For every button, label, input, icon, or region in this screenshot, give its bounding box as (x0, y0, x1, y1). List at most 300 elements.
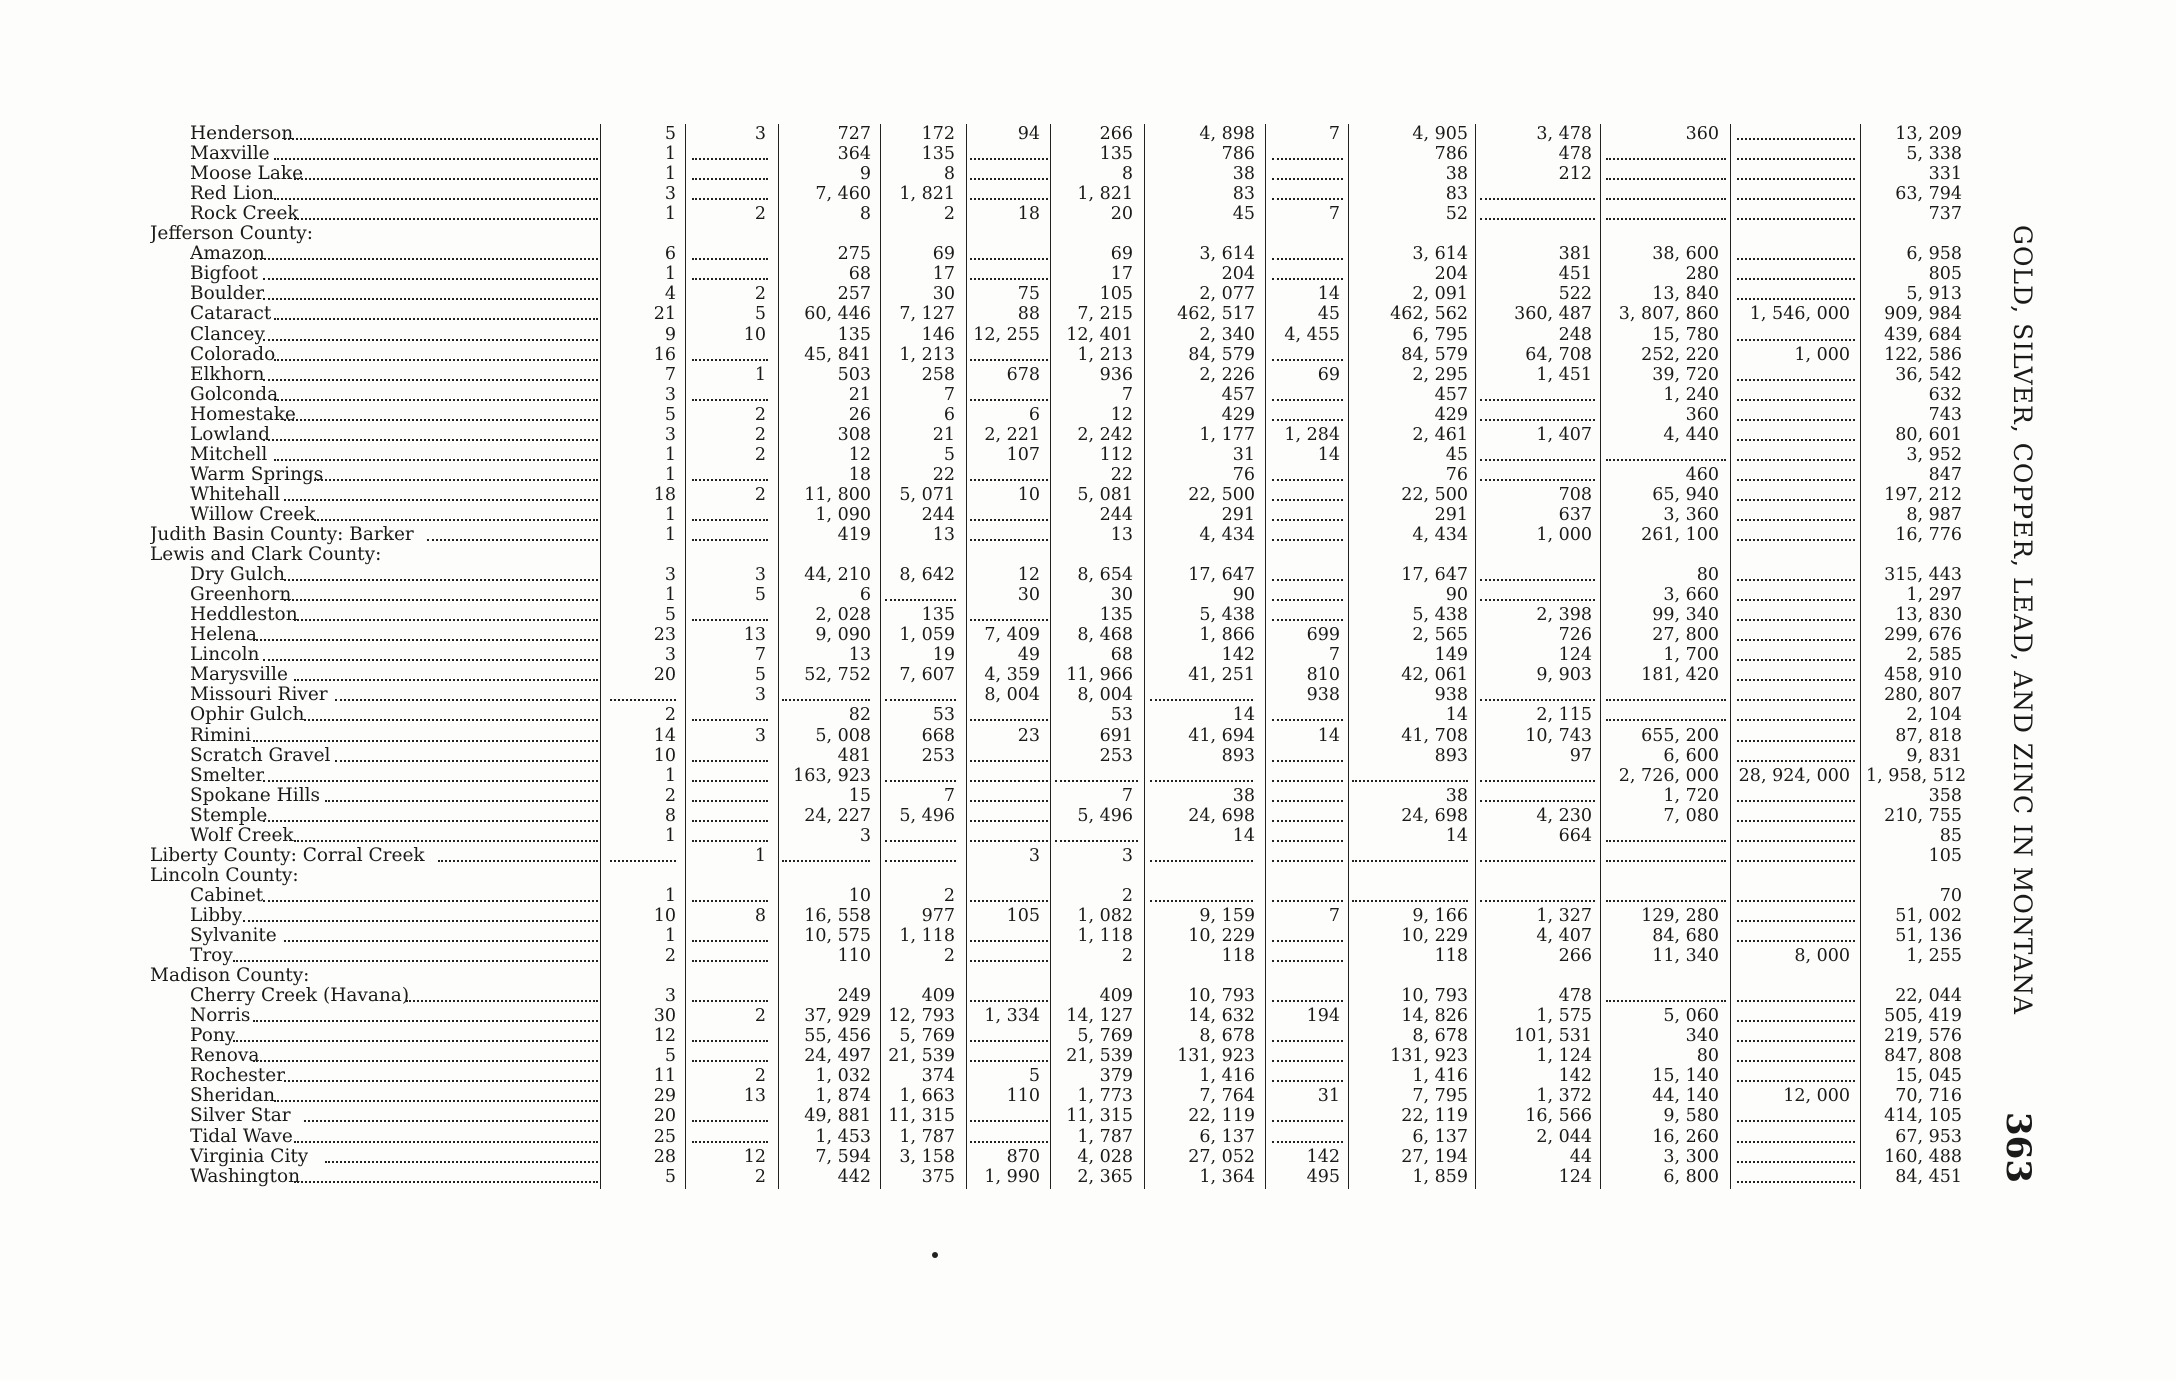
table-cell: 743 (1928, 404, 1962, 425)
table-cell: 10, 743 (1525, 725, 1592, 746)
table-cell: 10, 229 (1188, 926, 1255, 946)
leader-dots (263, 339, 598, 341)
empty-cell-dashes (1737, 1040, 1855, 1042)
table-cell: 1, 118 (899, 926, 955, 946)
table-cell: 364 (837, 144, 871, 165)
table-row (0, 585, 2176, 605)
table-cell: 252, 220 (1641, 344, 1719, 365)
table-cell: 83 (1232, 184, 1255, 205)
table-cell: 1, 990 (984, 1166, 1040, 1187)
table-cell: 1, 407 (1536, 424, 1592, 445)
empty-cell-dashes (692, 1120, 768, 1122)
table-cell: 505, 419 (1884, 1006, 1962, 1027)
table-cell: 1 (754, 845, 766, 866)
table-cell: 172 (921, 124, 955, 144)
table-cell: 2, 115 (1536, 705, 1592, 726)
district-name: Liberty County: Corral Creek (150, 845, 425, 866)
table-row (0, 425, 2176, 445)
table-cell: 135 (837, 324, 871, 345)
empty-cell-dashes (1737, 278, 1855, 280)
table-cell: 2 (754, 1006, 766, 1027)
table-cell: 1, 124 (1536, 1046, 1592, 1067)
table-row (0, 164, 2176, 184)
district-name: Colorado (190, 344, 276, 365)
empty-cell-dashes (1737, 419, 1855, 421)
leader-dots (314, 479, 598, 481)
table-cell: 69 (1110, 244, 1133, 265)
leader-dots (427, 539, 598, 541)
table-row (0, 846, 2176, 866)
table-cell: 13 (743, 625, 766, 646)
county-name: Lewis and Clark County: (150, 545, 382, 566)
table-cell: 8 (859, 204, 871, 225)
table-cell: 1, 118 (1077, 926, 1133, 946)
table-cell: 291 (1434, 504, 1468, 525)
leader-dots (284, 499, 598, 501)
table-cell: 20 (653, 1106, 676, 1127)
table-cell: 253 (921, 745, 955, 766)
empty-cell-dashes (970, 840, 1048, 842)
district-name: Spokane Hills (190, 785, 321, 806)
district-name: Cabinet (190, 885, 264, 906)
empty-cell-dashes (1150, 780, 1253, 782)
table-cell: 266 (1558, 946, 1592, 967)
empty-cell-dashes (1737, 519, 1855, 521)
table-cell: 21 (932, 424, 955, 445)
table-cell: 11, 315 (888, 1106, 955, 1127)
table-cell: 14 (1232, 825, 1255, 846)
table-cell: 7 (754, 645, 766, 666)
empty-cell-dashes (1737, 1080, 1855, 1082)
table-cell: 21, 539 (1066, 1046, 1133, 1067)
table-cell: 249 (837, 986, 871, 1007)
table-cell: 6, 600 (1663, 745, 1719, 766)
table-cell: 457 (1221, 384, 1255, 405)
table-cell: 2 (754, 484, 766, 505)
table-cell: 12 (653, 1026, 676, 1047)
table-cell: 2, 365 (1077, 1166, 1133, 1187)
table-row (0, 525, 2176, 545)
district-name: Tidal Wave (190, 1126, 293, 1147)
table-cell: 936 (1099, 364, 1133, 385)
table-cell: 381 (1558, 244, 1592, 265)
table-cell: 13, 209 (1895, 124, 1962, 144)
table-cell: 5 (1028, 1066, 1040, 1087)
table-cell: 5 (664, 1166, 676, 1187)
empty-cell-dashes (970, 1040, 1048, 1042)
empty-cell-dashes (970, 780, 1048, 782)
table-cell: 204 (1221, 264, 1255, 285)
district-name: Sheridan (190, 1086, 276, 1107)
table-cell: 51, 136 (1895, 926, 1962, 946)
district-name: Renova (190, 1046, 260, 1067)
district-name: Libby (190, 905, 243, 926)
empty-cell-dashes (1272, 760, 1343, 762)
empty-cell-dashes (692, 1141, 768, 1143)
table-cell: 6 (943, 404, 955, 425)
table-cell: 15, 045 (1895, 1066, 1962, 1087)
empty-cell-dashes (692, 840, 768, 842)
table-cell: 10 (653, 905, 676, 926)
table-cell: 4, 434 (1412, 525, 1468, 545)
table-cell: 429 (1221, 404, 1255, 425)
table-cell: 291 (1221, 504, 1255, 525)
table-cell: 4, 455 (1284, 324, 1340, 345)
empty-cell-dashes (970, 940, 1048, 942)
table-cell: 3 (754, 124, 766, 144)
table-cell: 68 (1110, 645, 1133, 666)
empty-cell-dashes (1272, 800, 1343, 802)
table-cell: 8, 004 (1077, 685, 1133, 706)
table-cell: 80 (1696, 565, 1719, 586)
table-row (0, 685, 2176, 705)
table-row (0, 1127, 2176, 1147)
empty-cell-dashes (970, 479, 1048, 481)
empty-cell-dashes (1480, 860, 1595, 862)
table-cell: 30 (1110, 585, 1133, 606)
leader-dots (263, 439, 598, 441)
table-cell: 76 (1232, 464, 1255, 485)
table-cell: 315, 443 (1884, 565, 1962, 586)
empty-cell-dashes (1737, 920, 1855, 922)
table-cell: 3, 807, 860 (1618, 304, 1719, 325)
table-cell: 1, 821 (1077, 184, 1133, 205)
table-cell: 375 (921, 1166, 955, 1187)
table-cell: 737 (1928, 204, 1962, 225)
empty-cell-dashes (692, 1060, 768, 1062)
table-cell: 8, 987 (1906, 504, 1962, 525)
empty-cell-dashes (1737, 1181, 1855, 1183)
table-cell: 8, 678 (1199, 1026, 1255, 1047)
table-cell: 1 (664, 926, 676, 946)
table-cell: 12, 255 (973, 324, 1040, 345)
table-cell: 28, 924, 000 (1738, 765, 1850, 786)
empty-cell-dashes (970, 900, 1048, 902)
table-cell: 1, 032 (815, 1066, 871, 1087)
table-cell: 1 (664, 464, 676, 485)
table-cell: 12, 793 (888, 1006, 955, 1027)
table-cell: 63, 794 (1895, 184, 1962, 205)
empty-cell-dashes (1480, 459, 1595, 461)
empty-cell-dashes (1150, 900, 1253, 902)
table-cell: 5, 081 (1077, 484, 1133, 505)
table-cell: 870 (1006, 1146, 1040, 1167)
table-row (0, 405, 2176, 425)
table-cell: 2 (754, 1166, 766, 1187)
column-rule (1730, 124, 1731, 1189)
empty-cell-dashes (1737, 158, 1855, 160)
table-cell: 938 (1434, 685, 1468, 706)
table-cell: 17, 647 (1401, 565, 1468, 586)
empty-cell-dashes (1480, 699, 1595, 701)
table-row (0, 806, 2176, 826)
district-name: Henderson (190, 124, 294, 144)
empty-cell-dashes (1606, 699, 1726, 701)
empty-cell-dashes (1272, 158, 1343, 160)
table-row (0, 345, 2176, 365)
table-cell: 163, 923 (793, 765, 871, 786)
table-cell: 7 (1328, 905, 1340, 926)
empty-cell-dashes (1606, 459, 1726, 461)
empty-cell-dashes (692, 800, 768, 802)
county-name: Lincoln County: (150, 865, 299, 886)
table-row (0, 124, 2176, 144)
table-cell: 9 (859, 164, 871, 185)
table-cell: 632 (1928, 384, 1962, 405)
table-cell: 1 (664, 444, 676, 465)
empty-cell-dashes (1606, 840, 1726, 842)
empty-cell-dashes (1480, 479, 1595, 481)
table-cell: 3 (664, 986, 676, 1007)
empty-cell-dashes (692, 198, 768, 200)
leader-dots (263, 780, 598, 782)
table-cell: 1, 451 (1536, 364, 1592, 385)
empty-cell-dashes (970, 760, 1048, 762)
table-cell: 2 (1121, 885, 1133, 906)
table-cell: 45 (1445, 444, 1468, 465)
empty-cell-dashes (1272, 519, 1343, 521)
empty-cell-dashes (1737, 459, 1855, 461)
table-cell: 14, 127 (1066, 1006, 1133, 1027)
column-rule (966, 124, 967, 1189)
table-cell: 248 (1558, 324, 1592, 345)
empty-cell-dashes (1737, 940, 1855, 942)
table-row (0, 184, 2176, 204)
empty-cell-dashes (1737, 178, 1855, 180)
table-cell: 1, 575 (1536, 1006, 1592, 1027)
table-cell: 38 (1445, 164, 1468, 185)
table-cell: 481 (837, 745, 871, 766)
table-cell: 9, 831 (1906, 745, 1962, 766)
empty-cell-dashes (1737, 258, 1855, 260)
table-cell: 194 (1306, 1006, 1340, 1027)
empty-cell-dashes (692, 820, 768, 822)
empty-cell-dashes (1737, 1000, 1855, 1002)
empty-cell-dashes (1480, 218, 1595, 220)
leader-dots (253, 639, 598, 641)
table-cell: 2, 221 (984, 424, 1040, 445)
empty-cell-dashes (1055, 840, 1138, 842)
table-cell: 23 (653, 625, 676, 646)
table-cell: 2 (943, 204, 955, 225)
table-cell: 2, 077 (1199, 284, 1255, 305)
table-cell: 1 (664, 525, 676, 545)
column-rule (1144, 124, 1145, 1189)
empty-cell-dashes (1737, 138, 1855, 140)
empty-cell-dashes (1737, 599, 1855, 601)
table-cell: 11, 315 (1066, 1106, 1133, 1127)
table-cell: 7, 215 (1077, 304, 1133, 325)
table-cell: 244 (921, 504, 955, 525)
table-cell: 101, 531 (1514, 1026, 1592, 1047)
table-cell: 244 (1099, 504, 1133, 525)
table-cell: 1, 297 (1906, 585, 1962, 606)
leader-dots (325, 800, 598, 802)
table-cell: 160, 488 (1884, 1146, 1962, 1167)
table-cell: 462, 562 (1390, 304, 1468, 325)
table-cell: 22, 500 (1401, 484, 1468, 505)
table-cell: 14, 632 (1188, 1006, 1255, 1027)
district-name: Sylvanite (190, 926, 277, 946)
table-cell: 197, 212 (1884, 484, 1962, 505)
table-cell: 3 (859, 825, 871, 846)
table-cell: 1 (664, 204, 676, 225)
table-cell: 76 (1445, 464, 1468, 485)
table-cell: 90 (1232, 585, 1255, 606)
empty-cell-dashes (692, 780, 768, 782)
table-cell: 16, 260 (1652, 1126, 1719, 1147)
district-name: Boulder (190, 284, 265, 305)
empty-cell-dashes (1737, 659, 1855, 661)
table-cell: 2, 028 (815, 605, 871, 626)
table-row (0, 645, 2176, 665)
district-name: Cherry Creek (Havana) (190, 986, 410, 1007)
table-cell: 14 (1317, 284, 1340, 305)
district-name: Stemple (190, 805, 268, 826)
empty-cell-dashes (1480, 399, 1595, 401)
table-cell: 1, 177 (1199, 424, 1255, 445)
table-cell: 13, 830 (1895, 605, 1962, 626)
table-cell: 3, 478 (1536, 124, 1592, 144)
empty-cell-dashes (1737, 298, 1855, 300)
empty-cell-dashes (970, 359, 1048, 361)
table-cell: 14 (1445, 825, 1468, 846)
county-heading-row (0, 866, 2176, 886)
empty-cell-dashes (1272, 1141, 1343, 1143)
empty-cell-dashes (692, 940, 768, 942)
table-row (0, 926, 2176, 946)
empty-cell-dashes (1737, 218, 1855, 220)
empty-cell-dashes (970, 820, 1048, 822)
leader-dots (314, 519, 598, 521)
district-name: Maxville (190, 144, 270, 165)
table-cell: 110 (1006, 1086, 1040, 1107)
table-row (0, 826, 2176, 846)
table-cell: 1, 546, 000 (1749, 304, 1850, 325)
table-cell: 3, 360 (1663, 504, 1719, 525)
empty-cell-dashes (1737, 479, 1855, 481)
table-cell: 70, 716 (1895, 1086, 1962, 1107)
table-cell: 80 (1696, 1046, 1719, 1067)
leader-dots (263, 659, 598, 661)
leader-dots (274, 1100, 598, 1102)
table-cell: 69 (932, 244, 955, 265)
empty-cell-dashes (1737, 699, 1855, 701)
table-cell: 38, 600 (1652, 244, 1719, 265)
table-cell: 118 (1434, 946, 1468, 967)
table-cell: 478 (1558, 986, 1592, 1007)
table-cell: 105 (1006, 905, 1040, 926)
leader-dots (274, 318, 598, 320)
table-cell: 3, 158 (899, 1146, 955, 1167)
table-cell: 1, 416 (1412, 1066, 1468, 1087)
table-cell: 9, 580 (1663, 1106, 1719, 1127)
empty-cell-dashes (692, 519, 768, 521)
table-cell: 38 (1445, 785, 1468, 806)
empty-cell-dashes (692, 960, 768, 962)
table-cell: 8, 642 (899, 565, 955, 586)
table-cell: 261, 100 (1641, 525, 1719, 545)
empty-cell-dashes (1737, 499, 1855, 501)
table-cell: 5, 496 (1077, 805, 1133, 826)
table-cell: 11, 340 (1652, 946, 1719, 967)
table-cell: 699 (1306, 625, 1340, 646)
table-cell: 360 (1685, 124, 1719, 144)
table-cell: 308 (837, 424, 871, 445)
table-cell: 495 (1306, 1166, 1340, 1187)
column-rule (1475, 124, 1476, 1189)
empty-cell-dashes (1737, 1020, 1855, 1022)
table-cell: 2 (754, 404, 766, 425)
leader-dots (263, 379, 598, 381)
table-cell: 257 (837, 284, 871, 305)
table-cell: 3 (754, 565, 766, 586)
district-name: Moose Lake (190, 164, 304, 185)
county-heading-row (0, 224, 2176, 244)
empty-cell-dashes (1737, 339, 1855, 341)
column-rule (880, 124, 881, 1189)
table-cell: 3 (1028, 845, 1040, 866)
table-cell: 442 (837, 1166, 871, 1187)
table-row (0, 665, 2176, 685)
leader-dots (263, 900, 598, 902)
table-cell: 84, 680 (1652, 926, 1719, 946)
table-cell: 655, 200 (1641, 725, 1719, 746)
table-cell: 909, 984 (1884, 304, 1962, 325)
empty-cell-dashes (1272, 399, 1343, 401)
empty-cell-dashes (1480, 599, 1595, 601)
empty-cell-dashes (782, 699, 870, 701)
leader-dots (274, 399, 598, 401)
county-name: Jefferson County: (150, 224, 313, 245)
empty-cell-dashes (1606, 198, 1726, 200)
table-cell: 3, 614 (1412, 244, 1468, 265)
table-cell: 10, 229 (1401, 926, 1468, 946)
empty-cell-dashes (1737, 439, 1855, 441)
empty-cell-dashes (1737, 639, 1855, 641)
table-row (0, 485, 2176, 505)
table-cell: 3 (1121, 845, 1133, 866)
district-name: Norris (190, 1006, 251, 1027)
table-row (0, 1167, 2176, 1187)
table-cell: 83 (1445, 184, 1468, 205)
table-cell: 3 (754, 725, 766, 746)
table-cell: 24, 698 (1188, 805, 1255, 826)
table-cell: 374 (921, 1066, 955, 1087)
table-cell: 5, 496 (899, 805, 955, 826)
table-cell: 360, 487 (1514, 304, 1592, 325)
district-name: Silver Star (190, 1106, 291, 1127)
table-cell: 11, 966 (1066, 665, 1133, 686)
table-cell: 14 (1445, 705, 1468, 726)
empty-cell-dashes (692, 1040, 768, 1042)
empty-cell-dashes (1272, 1060, 1343, 1062)
table-cell: 28 (653, 1146, 676, 1167)
table-cell: 84, 579 (1188, 344, 1255, 365)
table-cell: 8, 000 (1794, 946, 1850, 967)
table-cell: 5 (664, 605, 676, 626)
empty-cell-dashes (885, 860, 956, 862)
empty-cell-dashes (1352, 780, 1468, 782)
table-cell: 31 (1232, 444, 1255, 465)
table-row (0, 986, 2176, 1006)
table-cell: 1 (664, 504, 676, 525)
empty-cell-dashes (782, 860, 870, 862)
table-cell: 29 (653, 1086, 676, 1107)
leader-dots (274, 198, 598, 200)
table-cell: 1, 453 (815, 1126, 871, 1147)
table-cell: 181, 420 (1641, 665, 1719, 686)
